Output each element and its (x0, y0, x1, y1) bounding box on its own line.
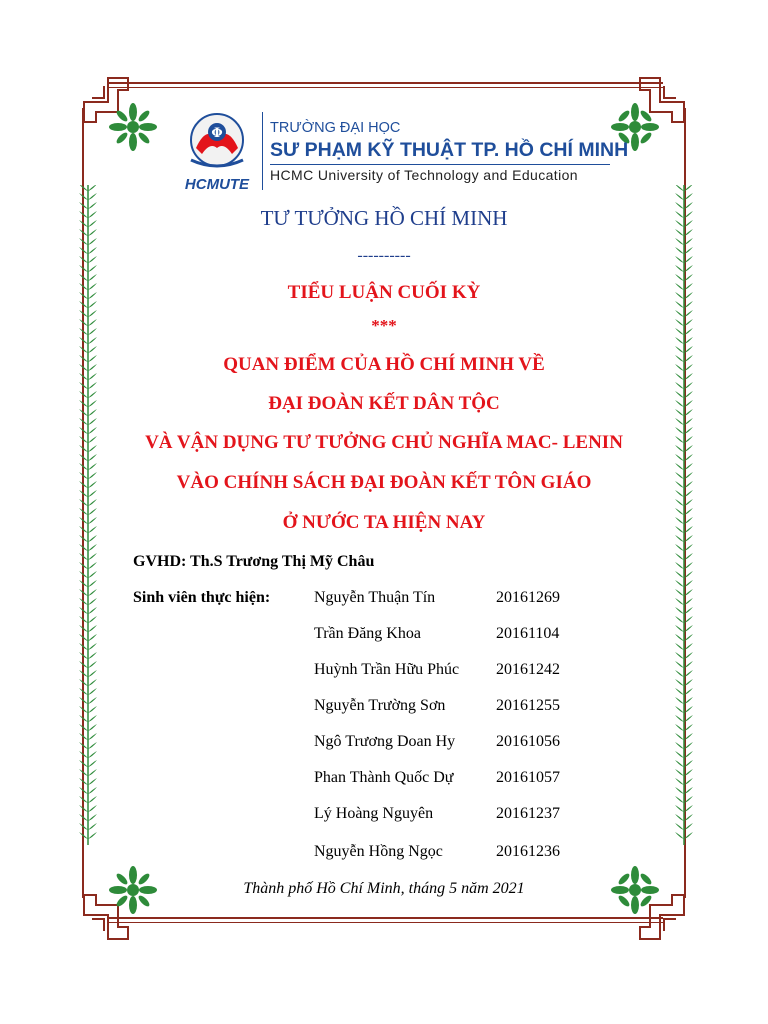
student-name: Phan Thành Quốc Dự (314, 769, 454, 786)
vine-leaf (684, 238, 693, 245)
vine-leaf (675, 706, 684, 713)
vine-leaf (79, 679, 88, 686)
vine-leaf (79, 185, 88, 191)
vine-leaf (684, 742, 693, 749)
vine-leaf (79, 697, 88, 704)
vine-leaf (88, 589, 97, 596)
vine-leaf (79, 769, 88, 776)
vine-leaf (675, 499, 684, 506)
vine-leaf (88, 778, 97, 785)
vine-leaf (88, 193, 97, 200)
vine-leaf (88, 274, 97, 281)
vine-leaf (88, 544, 97, 551)
vine-leaf (79, 742, 88, 749)
vine-leaf (675, 742, 684, 749)
vine-leaf (88, 625, 97, 632)
vine-leaf (684, 751, 693, 758)
vine-leaf (79, 634, 88, 641)
vine-leaf (79, 418, 88, 425)
vine-leaf (88, 265, 97, 272)
vine-leaf (684, 535, 693, 542)
student-name: Huỳnh Trần Hữu Phúc (314, 661, 460, 678)
vine-leaf (675, 553, 684, 560)
title-line-1: QUAN ĐIỂM CỦA HỒ CHÍ MINH VỀ (223, 354, 545, 375)
vine-leaf (675, 265, 684, 272)
vine-leaf (675, 544, 684, 551)
vine-leaf (684, 688, 693, 695)
vine-leaf (88, 463, 97, 470)
vine-leaf (88, 796, 97, 803)
vine-leaf (684, 760, 693, 767)
student-id: 20161236 (496, 843, 560, 860)
subject-title: TƯ TƯỞNG HỒ CHÍ MINH (260, 206, 508, 230)
vine-leaf (675, 193, 684, 200)
vine-leaf (88, 688, 97, 695)
vine-leaf (79, 706, 88, 713)
vine-leaf (88, 742, 97, 749)
vine-leaf (684, 661, 693, 668)
vine-leaf (684, 346, 693, 353)
vine-leaf (88, 454, 97, 461)
vine-leaf (684, 463, 693, 470)
vine-leaf (675, 274, 684, 281)
instructor-line: GVHD: Th.S Trương Thị Mỹ Châu (133, 553, 375, 570)
vine-leaf (79, 454, 88, 461)
vine-leaf (684, 778, 693, 785)
vine-leaf (675, 238, 684, 245)
vine-leaf (79, 760, 88, 767)
student-name: Trần Đăng Khoa (314, 625, 421, 642)
vine-leaf (684, 652, 693, 659)
vine-leaf (675, 724, 684, 731)
vine-leaf (684, 193, 693, 200)
vine-leaf (79, 643, 88, 650)
vine-leaf (88, 346, 97, 353)
vine-leaf (88, 580, 97, 587)
vine-leaf (88, 814, 97, 821)
vine-leaf (79, 796, 88, 803)
vine-leaf (88, 337, 97, 344)
vine-leaf (79, 751, 88, 758)
vine-leaf (675, 751, 684, 758)
vine-leaf (88, 643, 97, 650)
student-id: 20161056 (496, 733, 560, 750)
vine-leaf (684, 832, 693, 839)
vine-leaf (79, 544, 88, 551)
vine-leaf (88, 607, 97, 614)
vine-leaf (79, 688, 88, 695)
vine-leaf (675, 634, 684, 641)
vine-leaf (79, 274, 88, 281)
vine-leaf (684, 337, 693, 344)
vine-leaf (684, 706, 693, 713)
vine-leaf (88, 616, 97, 623)
student-id: 20161242 (496, 661, 560, 678)
divider-dashes: ---------- (357, 247, 411, 264)
vine-leaf (675, 598, 684, 605)
vine-leaf (79, 724, 88, 731)
vine-leaf (684, 382, 693, 389)
vine-leaf (675, 652, 684, 659)
vine-leaf (684, 544, 693, 551)
title-line-2: ĐẠI ĐOÀN KẾT DÂN TỘC (268, 393, 500, 414)
vine-leaf (675, 562, 684, 569)
vine-leaf (88, 634, 97, 641)
vine-leaf (675, 832, 684, 839)
vine-leaf (684, 715, 693, 722)
vine-leaf (684, 553, 693, 560)
students-label: Sinh viên thực hiện: (133, 589, 271, 606)
vine-leaf (675, 715, 684, 722)
vine-leaf (79, 346, 88, 353)
vine-leaf (88, 823, 97, 830)
vine-leaf (88, 715, 97, 722)
vine-leaf (675, 589, 684, 596)
vine-leaf (684, 499, 693, 506)
vine-leaf (88, 787, 97, 794)
student-name: Nguyễn Hồng Ngọc (314, 843, 443, 860)
vine-leaf (79, 382, 88, 389)
vine-leaf (79, 562, 88, 569)
vine-leaf (79, 778, 88, 785)
vine-leaf (79, 337, 88, 344)
vine-leaf (675, 805, 684, 812)
vine-leaf (675, 625, 684, 632)
vine-leaf (675, 337, 684, 344)
vine-leaf (684, 589, 693, 596)
vine-leaf (684, 724, 693, 731)
vine-leaf (88, 185, 97, 191)
vine-leaf (79, 670, 88, 677)
student-name: Nguyễn Trường Sơn (314, 697, 446, 714)
student-name: Ngô Trương Doan Hy (314, 733, 456, 750)
vine-leaf (684, 769, 693, 776)
vine-leaf (88, 769, 97, 776)
title-line-4: VÀO CHÍNH SÁCH ĐẠI ĐOÀN KẾT TÔN GIÁO (176, 472, 592, 493)
vine-leaf (88, 733, 97, 740)
vine-leaf (79, 652, 88, 659)
vine-leaf (675, 535, 684, 542)
vine-leaf (79, 193, 88, 200)
vine-leaf (684, 787, 693, 794)
vine-leaf (684, 814, 693, 821)
vine-leaf (88, 751, 97, 758)
vine-leaf (684, 454, 693, 461)
report-type: TIỂU LUẬN CUỐI KỲ (287, 282, 481, 303)
vine-leaf (79, 661, 88, 668)
vine-leaf (88, 697, 97, 704)
vine-leaf (88, 805, 97, 812)
vine-leaf (675, 643, 684, 650)
stars-separator: *** (371, 316, 397, 335)
vine-leaf (675, 796, 684, 803)
vine-leaf (88, 652, 97, 659)
vine-leaf (88, 724, 97, 731)
vine-leaf (88, 670, 97, 677)
vine-leaf (684, 634, 693, 641)
vine-leaf (79, 787, 88, 794)
student-id: 20161269 (496, 589, 560, 606)
vine-leaf (88, 553, 97, 560)
vine-leaf (684, 625, 693, 632)
vine-leaf (88, 418, 97, 425)
vine-leaf (88, 760, 97, 767)
vine-leaf (684, 265, 693, 272)
vine-leaf (88, 706, 97, 713)
vine-leaf (684, 418, 693, 425)
vine-leaf (684, 643, 693, 650)
vine-leaf (88, 499, 97, 506)
vine-leaf (684, 616, 693, 623)
vine-leaf (675, 823, 684, 830)
vine-leaf (79, 625, 88, 632)
vine-leaf (675, 769, 684, 776)
svg-text:Φ: Φ (211, 126, 223, 141)
vine-leaf (88, 571, 97, 578)
vine-leaf (684, 185, 693, 191)
vine-leaf (684, 580, 693, 587)
corner-ornament-top-left (78, 72, 178, 172)
vine-leaf (88, 535, 97, 542)
vine-leaf (88, 598, 97, 605)
vine-leaf (79, 814, 88, 821)
vine-leaf (79, 589, 88, 596)
vine-leaf (684, 571, 693, 578)
vine-leaf (79, 598, 88, 605)
vine-leaf (79, 499, 88, 506)
vine-leaf (79, 463, 88, 470)
vine-leaf (675, 688, 684, 695)
vine-leaf (675, 787, 684, 794)
logo-divider-line (262, 112, 263, 190)
vine-leaf (79, 553, 88, 560)
vine-leaf (684, 607, 693, 614)
vine-leaf (79, 832, 88, 839)
vine-leaf (79, 616, 88, 623)
vine-leaf (675, 580, 684, 587)
vine-leaf (79, 607, 88, 614)
vine-leaf (675, 463, 684, 470)
vine-leaf (79, 535, 88, 542)
vine-leaf (684, 733, 693, 740)
vine-leaf (675, 418, 684, 425)
school-line-3: HCMC University of Technology and Education (270, 167, 578, 183)
title-line-5: Ở NƯỚC TA HIỆN NAY (282, 512, 486, 533)
vine-leaf (79, 823, 88, 830)
vine-leaf (675, 778, 684, 785)
vine-leaf (684, 598, 693, 605)
vine-leaf (684, 274, 693, 281)
school-underline (270, 164, 610, 165)
hcmute-badge-text: HCMUTE (184, 176, 250, 193)
student-id: 20161104 (496, 625, 560, 642)
vine-leaf (79, 805, 88, 812)
student-id: 20161057 (496, 769, 560, 786)
student-id: 20161255 (496, 697, 560, 714)
vine-leaf (684, 796, 693, 803)
vine-leaf (684, 823, 693, 830)
vine-leaf (675, 814, 684, 821)
vine-leaf (675, 185, 684, 191)
vine-leaf (675, 679, 684, 686)
vine-leaf (675, 607, 684, 614)
vine-leaf (684, 805, 693, 812)
vine-leaf (675, 697, 684, 704)
footer-place-date: Thành phố Hồ Chí Minh, tháng 5 năm 2021 (243, 880, 525, 897)
school-line-1: TRƯỜNG ĐẠI HỌC (270, 120, 401, 136)
vine-leaf (79, 238, 88, 245)
vine-leaf (684, 679, 693, 686)
student-id: 20161237 (496, 805, 560, 822)
vine-leaf (684, 697, 693, 704)
vine-leaf (675, 616, 684, 623)
vine-leaf (88, 562, 97, 569)
vine-leaf (684, 670, 693, 677)
vine-leaf (88, 661, 97, 668)
vine-leaf (88, 679, 97, 686)
title-line-3: VÀ VẬN DỤNG TƯ TƯỞNG CHỦ NGHĨA MAC- LENIN (145, 432, 623, 453)
vine-leaf (675, 760, 684, 767)
vine-leaf (675, 661, 684, 668)
vine-leaf (675, 454, 684, 461)
vine-leaf (88, 382, 97, 389)
vine-leaf (684, 562, 693, 569)
vine-leaf (79, 580, 88, 587)
vine-leaf (88, 238, 97, 245)
vine-leaf (675, 346, 684, 353)
vine-leaf (675, 571, 684, 578)
vine-leaf (79, 571, 88, 578)
student-name: Lý Hoàng Nguyên (314, 805, 434, 822)
vine-leaf (79, 733, 88, 740)
vine-leaf (79, 715, 88, 722)
vine-leaf (675, 382, 684, 389)
student-name: Nguyễn Thuận Tín (314, 589, 436, 606)
vine-leaf (675, 670, 684, 677)
vine-leaf (88, 832, 97, 839)
vine-leaf (675, 733, 684, 740)
vine-leaf (79, 265, 88, 272)
hcmute-emblem (176, 108, 258, 180)
school-line-2: SƯ PHẠM KỸ THUẬT TP. HỒ CHÍ MINH (270, 139, 629, 161)
